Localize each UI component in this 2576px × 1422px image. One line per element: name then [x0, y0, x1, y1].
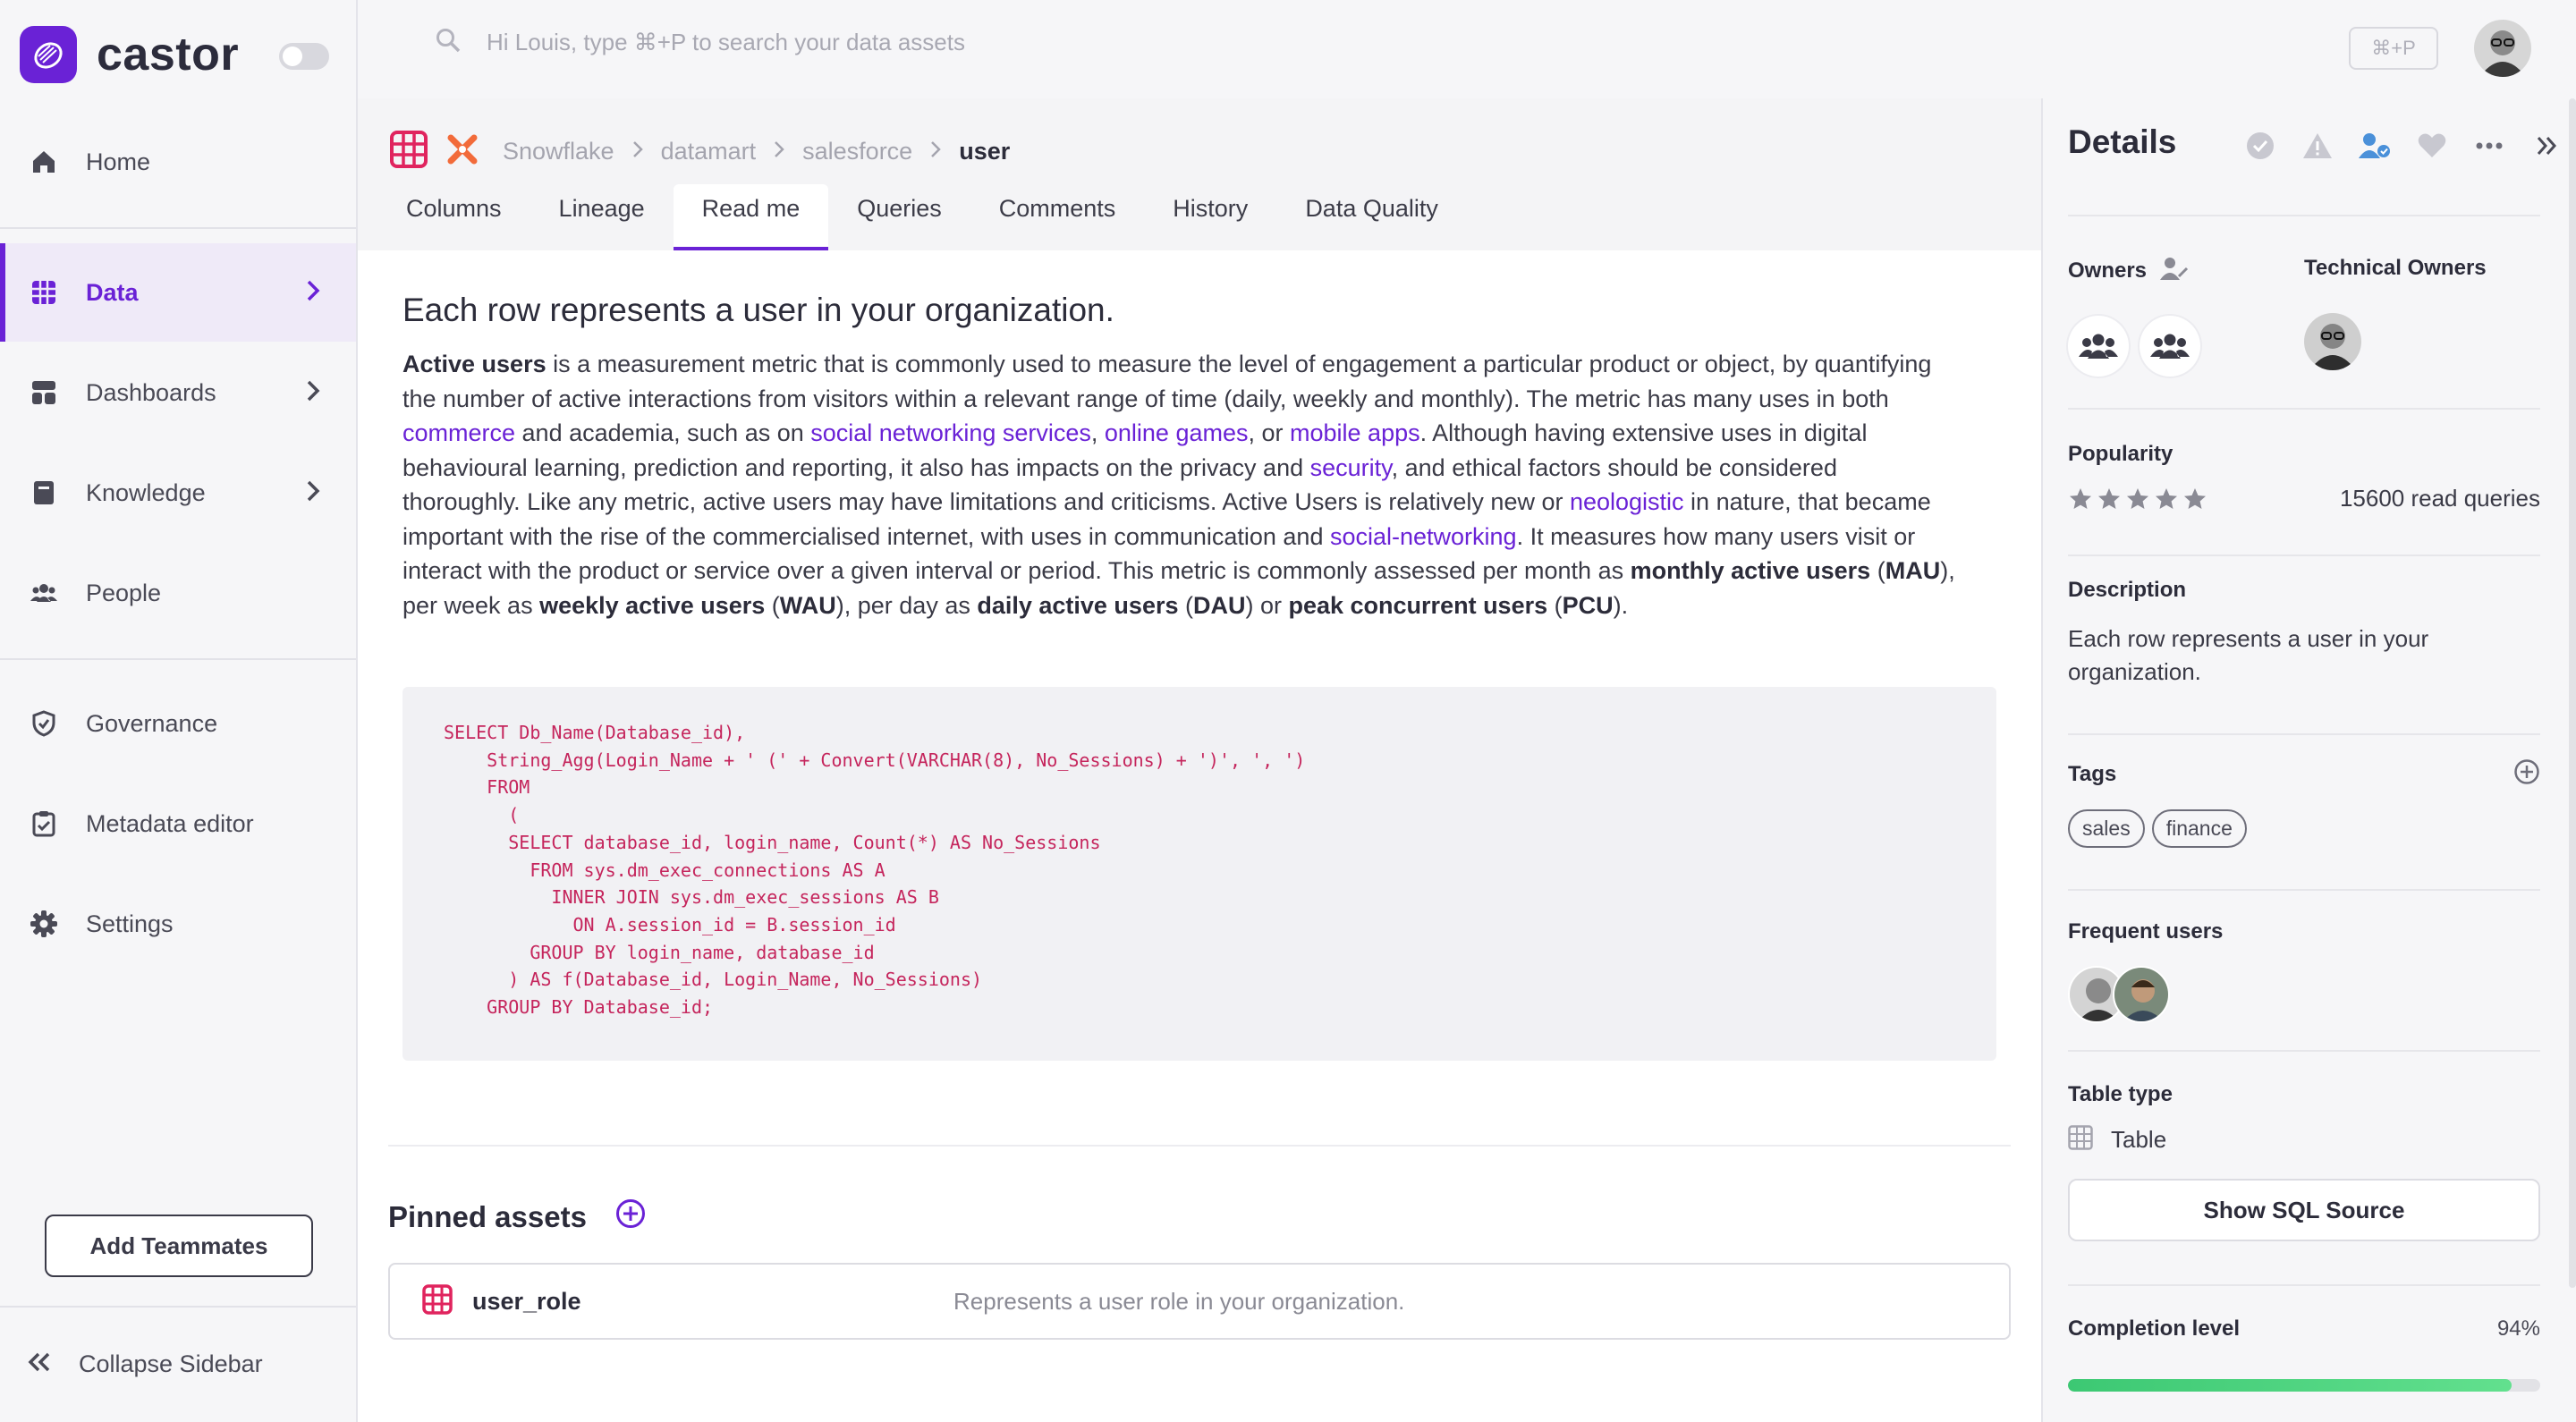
readme-bold: DAU	[1192, 591, 1246, 619]
add-tag-icon[interactable]	[2513, 758, 2540, 790]
section-divider	[2068, 1284, 2540, 1286]
tag-finance[interactable]: finance	[2152, 809, 2247, 848]
breadcrumb-item[interactable]: salesforce	[802, 137, 913, 165]
chevron-right-icon	[306, 279, 320, 307]
owner-team-icon[interactable]	[2140, 316, 2200, 377]
content-divider	[388, 1145, 2011, 1147]
home-icon	[29, 147, 59, 177]
star-icon	[2154, 487, 2179, 512]
readme-panel	[358, 250, 2041, 1422]
frequent-user-avatar[interactable]	[2113, 966, 2170, 1023]
castor-logo-icon	[20, 26, 77, 83]
collapse-panel-icon[interactable]	[2529, 129, 2563, 163]
top-bar	[358, 0, 2576, 98]
section-divider	[2068, 733, 2540, 735]
details-panel	[2041, 98, 2576, 1422]
link-social-networking-services[interactable]: social networking services	[810, 419, 1091, 446]
theme-toggle[interactable]	[279, 43, 329, 70]
sidebar-item-label: Dashboards	[86, 378, 216, 406]
table-type-label: Table type	[2068, 1082, 2173, 1106]
technical-owner-avatar[interactable]	[2304, 313, 2361, 370]
readme-bold: peak concurrent users	[1288, 591, 1548, 619]
readme-bold: monthly active users	[1630, 557, 1871, 584]
readme-text: . It measures how many users visit or interact with the product or service over a given interval or period. This metric is commonly assessed per month as	[402, 522, 1916, 584]
sidebar-item-settings[interactable]	[0, 875, 356, 973]
link-online-games[interactable]: online games	[1104, 419, 1249, 446]
section-divider	[2068, 215, 2540, 216]
details-actions	[2243, 129, 2563, 163]
show-sql-source-button[interactable]: Show SQL Source	[2068, 1179, 2540, 1241]
sidebar-item-label: Governance	[86, 709, 218, 737]
table-grid-icon	[2068, 1125, 2093, 1155]
warning-icon[interactable]	[2301, 129, 2334, 163]
section-divider	[2068, 1050, 2540, 1052]
sidebar-item-label: Home	[86, 148, 151, 175]
clipboard-check-icon	[29, 808, 59, 839]
sidebar-divider	[0, 658, 356, 660]
sidebar-item-label: Data	[86, 278, 139, 306]
tab-read-me[interactable]: Read me	[674, 184, 829, 250]
readme-bold: WAU	[779, 591, 836, 619]
technical-owners-section	[2304, 256, 2537, 370]
snowflake-logo-icon	[444, 131, 481, 173]
completion-section	[2068, 1316, 2540, 1342]
readme-bold: Active users	[402, 351, 547, 377]
sidebar-item-metadata-editor[interactable]	[0, 774, 356, 873]
table-icon	[422, 1284, 453, 1319]
tab-lineage[interactable]: Lineage	[558, 195, 645, 222]
tags-section	[2068, 758, 2540, 848]
sidebar-divider	[0, 1306, 356, 1308]
collapse-sidebar-button[interactable]	[27, 1350, 263, 1378]
breadcrumb-item[interactable]: Snowflake	[503, 137, 614, 165]
sidebar-item-knowledge[interactable]	[0, 444, 356, 542]
completion-progress-fill	[2068, 1379, 2512, 1392]
chevron-right-icon	[632, 140, 643, 163]
readme-title: Each row represents a user in your organization.	[402, 292, 1114, 328]
readme-text: ).	[1613, 591, 1629, 619]
main-content	[358, 98, 2041, 1422]
search-input[interactable]	[487, 29, 1292, 56]
search-shortcut-badge: ⌘+P	[2349, 27, 2438, 70]
readme-text: (	[1178, 591, 1193, 619]
completion-label: Completion level	[2068, 1316, 2241, 1341]
frequent-users-label: Frequent users	[2068, 919, 2224, 944]
sidebar-item-home[interactable]	[0, 113, 356, 211]
chevron-right-icon	[306, 379, 320, 407]
breadcrumb-current: user	[959, 137, 1011, 165]
double-chevron-left-icon	[27, 1351, 52, 1377]
section-divider	[2068, 408, 2540, 410]
details-scrollbar[interactable]	[2569, 98, 2576, 1288]
search-icon	[435, 27, 462, 58]
sidebar-item-dashboards[interactable]	[0, 343, 356, 442]
completion-percent: 94%	[2496, 1316, 2540, 1341]
edit-owner-icon[interactable]	[2159, 256, 2190, 285]
heart-icon[interactable]	[2415, 129, 2449, 163]
pinned-asset-description: Represents a user role in your organization.	[953, 1287, 1405, 1315]
user-avatar[interactable]	[2474, 20, 2531, 77]
link-security[interactable]: security	[1309, 453, 1392, 481]
breadcrumb	[390, 131, 1010, 172]
people-icon	[29, 578, 59, 608]
readme-text: ) or	[1245, 591, 1289, 619]
sidebar-item-data[interactable]	[0, 243, 356, 342]
readme-text: (	[765, 591, 780, 619]
section-divider	[2068, 889, 2540, 891]
link-neologistic[interactable]: neologistic	[1569, 488, 1684, 515]
completion-progress-bar	[2068, 1379, 2540, 1392]
owner-team-icon[interactable]	[2068, 316, 2129, 377]
pinned-asset-row[interactable]	[388, 1263, 2011, 1340]
tab-bar	[377, 184, 1467, 250]
chevron-right-icon	[774, 140, 784, 163]
pinned-assets-title: Pinned assets	[388, 1200, 587, 1233]
frequent-users-section	[2068, 919, 2540, 1023]
star-icon	[2097, 487, 2122, 512]
link-commerce[interactable]: commerce	[402, 419, 516, 446]
star-icon	[2125, 487, 2150, 512]
book-icon	[29, 478, 59, 508]
readme-text: ,	[1090, 419, 1105, 446]
sidebar-item-label: People	[86, 579, 162, 606]
readme-text: , and ethical factors should be considered thoroughly. Like any metric, active users may have limitations and criticisms. Active Users is relatively new or	[402, 453, 1837, 515]
readme-text: (	[1547, 591, 1563, 619]
readme-text: (	[1870, 557, 1885, 584]
sidebar-item-label: Settings	[86, 910, 174, 937]
readme-body	[402, 347, 1959, 622]
description-text[interactable]: Each row represents a user in your organization.	[2068, 625, 2429, 685]
popularity-value: 15600 read queries	[2339, 485, 2540, 512]
brand[interactable]	[20, 25, 239, 84]
readme-bold: MAU	[1885, 557, 1941, 584]
pinned-asset-name: user_role	[472, 1287, 581, 1315]
sql-code-block[interactable]: SELECT Db_Name(Database_id), String_Agg(Login_Name + ' (' + Convert(VARCHAR(8), No_Sessions) + ')', ', ') FROM ( SELECT database_id, login_name, Count(*) AS No_Sessions FROM sys.dm_exec_connections AS A INNER JOIN sys.dm_exec_sessions AS B ON A.session_id = B.session_id GROUP BY login_name, database_id ) AS f(Database_id, Login_Name, No_Sessions) GROUP BY Database_id;	[402, 687, 1996, 1061]
owners-label: Owners	[2068, 258, 2148, 283]
gear-icon	[29, 909, 59, 939]
sidebar-item-label: Knowledge	[86, 478, 206, 506]
shield-icon	[29, 708, 59, 739]
popularity-section	[2068, 442, 2540, 512]
table-type-section	[2068, 1082, 2540, 1155]
readme-text: and academia, such as on	[515, 419, 811, 446]
readme-bold: daily active users	[977, 591, 1179, 619]
readme-text: is a measurement metric that is commonly used to measure the level of engagement a particular product or object, by quantifying the number of active interactions from visitors within a relevant range of time (daily, weekly and monthly). The metric has many uses in both	[402, 351, 1932, 412]
technical-owners-label: Technical Owners	[2304, 256, 2487, 280]
owner-assign-icon[interactable]	[2358, 129, 2392, 163]
sidebar-item-people[interactable]	[0, 544, 356, 642]
details-title: Details	[2068, 123, 2177, 160]
tab-columns[interactable]: Columns	[406, 195, 502, 222]
add-teammates-button[interactable]: Add Teammates	[45, 1215, 313, 1277]
readme-text: . Although having extensive uses in digital behavioural learning, prediction and reporting, it also has impacts on the privacy and	[402, 419, 1868, 481]
readme-text: , or	[1248, 419, 1291, 446]
chevron-right-icon	[306, 479, 320, 507]
dashboard-icon	[29, 377, 59, 408]
section-divider	[2068, 554, 2540, 556]
sidebar-item-governance[interactable]	[0, 674, 356, 773]
star-icon	[2182, 487, 2207, 512]
readme-text: ), per day as	[835, 591, 978, 619]
tab-history[interactable]: History	[1173, 195, 1249, 222]
star-icon	[2068, 487, 2093, 512]
sidebar	[0, 0, 358, 1422]
readme-bold: PCU	[1562, 591, 1614, 619]
popularity-stars	[2068, 487, 2207, 512]
popularity-label: Popularity	[2068, 442, 2174, 466]
table-icon	[390, 131, 428, 173]
sidebar-item-label: Metadata editor	[86, 809, 254, 837]
chevron-right-icon	[930, 140, 941, 163]
tab-queries[interactable]: Queries	[857, 195, 942, 222]
tags-label: Tags	[2068, 761, 2117, 786]
sidebar-divider	[0, 227, 356, 229]
tab-data-quality[interactable]: Data Quality	[1305, 195, 1438, 222]
pinned-assets-header	[388, 1198, 646, 1236]
app-name: castor	[97, 29, 240, 80]
more-options-icon[interactable]	[2472, 129, 2506, 163]
tab-comments[interactable]: Comments	[998, 195, 1116, 222]
description-label: Description	[2068, 578, 2187, 602]
collapse-sidebar-label: Collapse Sidebar	[79, 1350, 263, 1377]
verified-check-icon[interactable]	[2243, 129, 2277, 163]
breadcrumb-item[interactable]: datamart	[660, 137, 757, 165]
readme-bold: weekly active users	[539, 591, 766, 619]
description-section	[2068, 578, 2540, 689]
add-pinned-asset-icon[interactable]	[615, 1198, 646, 1236]
table-type-value: Table	[2111, 1126, 2167, 1153]
table-grid-icon	[29, 277, 59, 308]
link-mobile-apps[interactable]: mobile apps	[1290, 419, 1420, 446]
readme-text: in nature, that became important with the rise of the commercialised internet, with uses in communication and	[402, 488, 1931, 550]
tag-sales[interactable]: sales	[2068, 809, 2145, 848]
search-bar[interactable]	[435, 27, 1292, 58]
readme-text: ), per week as	[402, 557, 1955, 619]
link-social-networking[interactable]: social-networking	[1329, 522, 1517, 550]
